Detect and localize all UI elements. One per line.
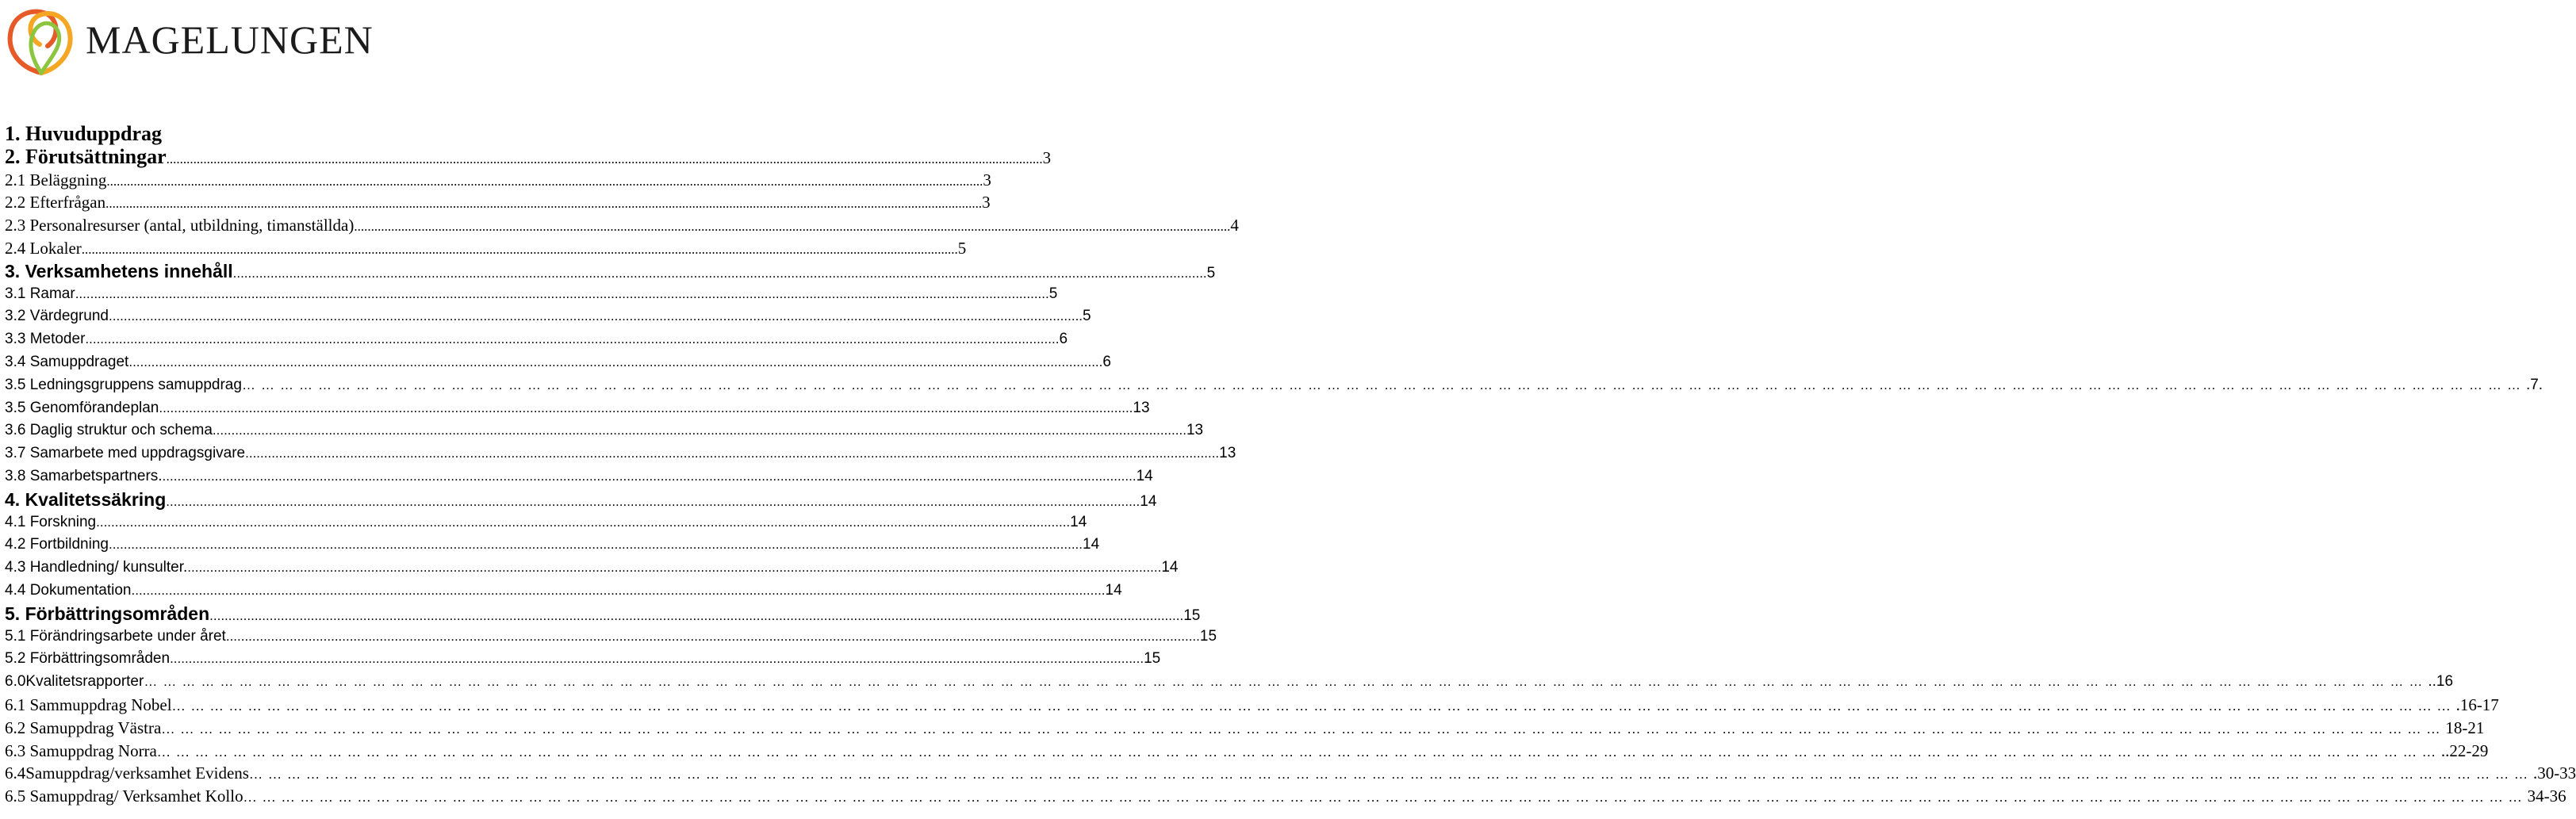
toc-entry[interactable] <box>5 283 1058 306</box>
toc-entry[interactable] <box>5 762 2576 785</box>
toc-dot-leader: ……………………………………………………………………………………………………………………………………………………………………………………………………………………………………………………………………………………………………………………………… <box>241 377 2526 392</box>
toc-entry[interactable] <box>5 488 1157 511</box>
toc-entry[interactable] <box>5 397 1150 420</box>
toc-entry[interactable] <box>5 260 1216 283</box>
toc-entry-title: 4.1 Forskning <box>5 513 97 530</box>
toc-entry-title: 2.2 Efterfrågan <box>5 193 106 212</box>
toc-entry-title: 2. Förutsättningar <box>5 144 167 168</box>
table-of-contents <box>5 122 2576 808</box>
toc-page-number: 3 <box>983 170 991 189</box>
toc-entry-title: 3.5 Ledningsgruppens samuppdrag <box>5 376 242 393</box>
toc-entry[interactable] <box>5 442 1236 465</box>
toc-dot-leader: .................................................................................................................................................................................................................................................................... <box>109 308 1083 324</box>
toc-dot-leader: .................................................................................................................................................................................................................................................................... <box>245 446 1220 461</box>
toc-page-number: .30-33 <box>2532 764 2576 783</box>
toc-dot-leader: ……………………………………………………………………………………………………………………………………………………………………………………………………………………………………………………………………………………………………………………………… <box>171 698 2456 714</box>
toc-entry-title: 3.4 Samuppdraget <box>5 353 129 370</box>
toc-entry[interactable] <box>5 123 758 146</box>
toc-dot-leader: .................................................................................................................................................................................................................................................................... <box>166 151 1043 166</box>
toc-page-number: 14 <box>1140 492 1157 510</box>
toc-entry[interactable] <box>5 580 1122 603</box>
toc-page-number: 14 <box>1105 581 1122 599</box>
toc-dot-leader: .................................................................................................................................................................................................................................................................... <box>128 354 1103 369</box>
toc-entry-title: 5. Förbättringsområden <box>5 603 210 624</box>
toc-page-number: ..16 <box>2428 673 2454 691</box>
toc-entry[interactable] <box>5 648 1161 671</box>
toc-dot-leader: .................................................................................................................................................................................................................................................................... <box>162 468 1137 484</box>
toc-entry-title: 3.6 Daglig struktur och schema <box>5 422 213 439</box>
toc-page-number: 13 <box>1186 422 1204 439</box>
toc-entry[interactable] <box>5 671 2454 694</box>
brand-name: MAGELUNGEN <box>86 17 374 62</box>
toc-entry-title: 4.2 Fortbildning <box>5 536 109 553</box>
toc-page-number: .7. <box>2525 376 2543 393</box>
toc-entry[interactable] <box>5 305 1091 328</box>
toc-page-number: 4 <box>1230 216 1239 235</box>
toc-page-number: 13 <box>1133 399 1150 416</box>
toc-page-number: 14 <box>1083 536 1100 553</box>
toc-page-number: 15 <box>1199 627 1217 645</box>
toc-entry-title: 3.7 Samarbete med uppdragsgivare <box>5 445 246 462</box>
toc-page-number: .16-17 <box>2455 695 2499 714</box>
toc-entry[interactable] <box>5 214 1239 237</box>
toc-dot-leader: .................................................................................................................................................................................................................................................................... <box>232 265 1207 281</box>
toc-entry[interactable] <box>5 603 1201 626</box>
toc-dot-leader: .................................................................................................................................................................................................................................................................... <box>131 582 1106 598</box>
toc-page-number: 5 <box>1048 285 1058 302</box>
toc-entry-title: 5.1 Förändringsarbete under året <box>5 627 226 645</box>
toc-page-number: 3 <box>982 193 991 212</box>
toc-page-number: 13 <box>1219 445 1236 462</box>
toc-dot-leader: .................................................................................................................................................................................................................................................................... <box>187 560 1162 576</box>
toc-dot-leader: ……………………………………………………………………………………………………………………………………………………………………………………………………………………………………………………………………………………………………………………………… <box>243 790 2528 806</box>
toc-entry[interactable] <box>5 717 2485 740</box>
toc-entry-title: 2.4 Lokaler <box>5 238 82 258</box>
toc-entry-title: 6.1 Sammuppdrag Nobel <box>5 695 172 714</box>
toc-entry-title: 3.1 Ramar <box>5 285 75 302</box>
toc-entry-title: 3.8 Samarbetspartners. <box>5 467 163 484</box>
toc-dot-leader: ……………………………………………………………………………………………………………………………………………………………………………………………………………………………………………………………………………………………………………………………… <box>156 744 2441 760</box>
toc-entry[interactable] <box>5 534 1100 557</box>
toc-dot-leader: .................................................................................................................................................................................................................................................................... <box>209 607 1184 623</box>
toc-dot-leader: .................................................................................................................................................................................................................................................................... <box>105 196 983 212</box>
toc-entry[interactable] <box>5 694 2499 717</box>
toc-page-number: 6 <box>1102 353 1111 370</box>
toc-page-number: 34-36 <box>2527 786 2566 806</box>
toc-dot-leader: .................................................................................................................................................................................................................................................................... <box>354 219 1231 235</box>
toc-entry[interactable] <box>5 351 1111 374</box>
toc-page-number: 3 <box>1042 147 1052 167</box>
toc-entry[interactable] <box>5 328 1068 351</box>
toc-dot-leader: .................................................................................................................................................................................................................................................................... <box>106 173 983 189</box>
toc-entry[interactable] <box>5 511 1087 534</box>
toc-entry-title: 6.2 Samuppdrag Västra <box>5 718 162 737</box>
toc-entry-title: 1. Huvuduppdrag <box>5 122 162 145</box>
magelungen-logo-icon <box>3 3 79 78</box>
toc-page-number: 14 <box>1136 467 1153 484</box>
toc-page-number: 18-21 <box>2445 718 2485 737</box>
toc-dot-leader: .................................................................................................................................................................................................................................................................... <box>225 628 1200 644</box>
toc-entry-title: 6.3 Samuppdrag Norra <box>5 741 157 760</box>
toc-entry[interactable] <box>5 419 1204 442</box>
toc-entry-title: 3.2 Värdegrund <box>5 308 109 325</box>
toc-dot-leader: .................................................................................................................................................................................................................................................................... <box>159 400 1133 415</box>
toc-entry[interactable] <box>5 144 1052 169</box>
toc-entry-title: 4.4 Dokumentation <box>5 581 132 599</box>
toc-entry-title: 6.0Kvalitetsrapporter <box>5 673 144 691</box>
toc-entry-title: 3. Verksamhetens innehåll <box>5 260 233 281</box>
toc-entry-title: 2.3 Personalresurser (antal, utbildning, timanställda) <box>5 216 355 235</box>
toc-entry-title: 5.2 Förbättringsområden <box>5 650 171 668</box>
toc-entry[interactable] <box>5 740 2489 763</box>
toc-dot-leader: .................................................................................................................................................................................................................................................................... <box>75 285 1049 301</box>
toc-dot-leader: .................................................................................................................................................................................................................................................................... <box>170 651 1144 667</box>
toc-entry-title: 6.4Samuppdrag/verksamhet Evidens <box>5 764 249 783</box>
toc-entry[interactable] <box>5 374 2543 397</box>
toc-dot-leader: .................................................................................................................................................................................................................................................................... <box>212 423 1186 438</box>
toc-entry-title: 4. Kvalitetssäkring <box>5 488 167 510</box>
toc-dot-leader: .................................................................................................................................................................................................................................................................... <box>166 493 1140 509</box>
toc-page-number: 5 <box>1206 264 1216 281</box>
document-header <box>0 0 761 87</box>
toc-dot-leader: ……………………………………………………………………………………………………………………………………………………………………………………………………………………………………………………………………………………………………………………………… <box>161 721 2446 737</box>
toc-dot-leader: .................................................................................................................................................................................................................................................................... <box>108 537 1083 553</box>
toc-entry[interactable] <box>5 626 1217 649</box>
toc-entry[interactable] <box>5 785 2566 808</box>
toc-entry-title: 3.5 Genomförandeplan <box>5 399 159 416</box>
toc-page-number: 5 <box>1083 308 1091 325</box>
toc-dot-leader: ……………………………………………………………………………………………………………………………………………………………………………………………………………………………………………………………………………………………………………………………… <box>144 674 2428 690</box>
toc-entry-title: 3.3 Metoder <box>5 331 86 348</box>
toc-entry-title: 6.5 Samuppdrag/ Verksamhet Kollo <box>5 786 243 806</box>
toc-page-number: 6 <box>1059 331 1068 348</box>
toc-dot-leader: .................................................................................................................................................................................................................................................................... <box>85 331 1060 347</box>
toc-entry[interactable] <box>5 237 967 260</box>
toc-entry[interactable] <box>5 191 991 214</box>
toc-entry[interactable] <box>5 169 991 192</box>
toc-page-number: 15 <box>1183 607 1201 624</box>
toc-dot-leader: .................................................................................................................................................................................................................................................................... <box>96 514 1071 530</box>
toc-dot-leader: .................................................................................................................................................................................................................................................................... <box>81 241 958 257</box>
toc-page-number: 14 <box>1070 513 1087 530</box>
toc-entry-title: 4.3 Handledning/ kunsulter. <box>5 559 188 576</box>
toc-page-number: 15 <box>1144 650 1161 668</box>
toc-page-number: ..22-29 <box>2440 741 2489 760</box>
toc-dot-leader: ……………………………………………………………………………………………………………………………………………………………………………………………………………………………………………………………………………………………………………………………… <box>248 767 2533 783</box>
toc-page-number: 14 <box>1161 559 1179 576</box>
toc-entry[interactable] <box>5 557 1179 580</box>
toc-page-number: 5 <box>957 238 967 258</box>
toc-entry[interactable] <box>5 465 1153 488</box>
toc-entry-title: 2.1 Beläggning <box>5 170 107 189</box>
